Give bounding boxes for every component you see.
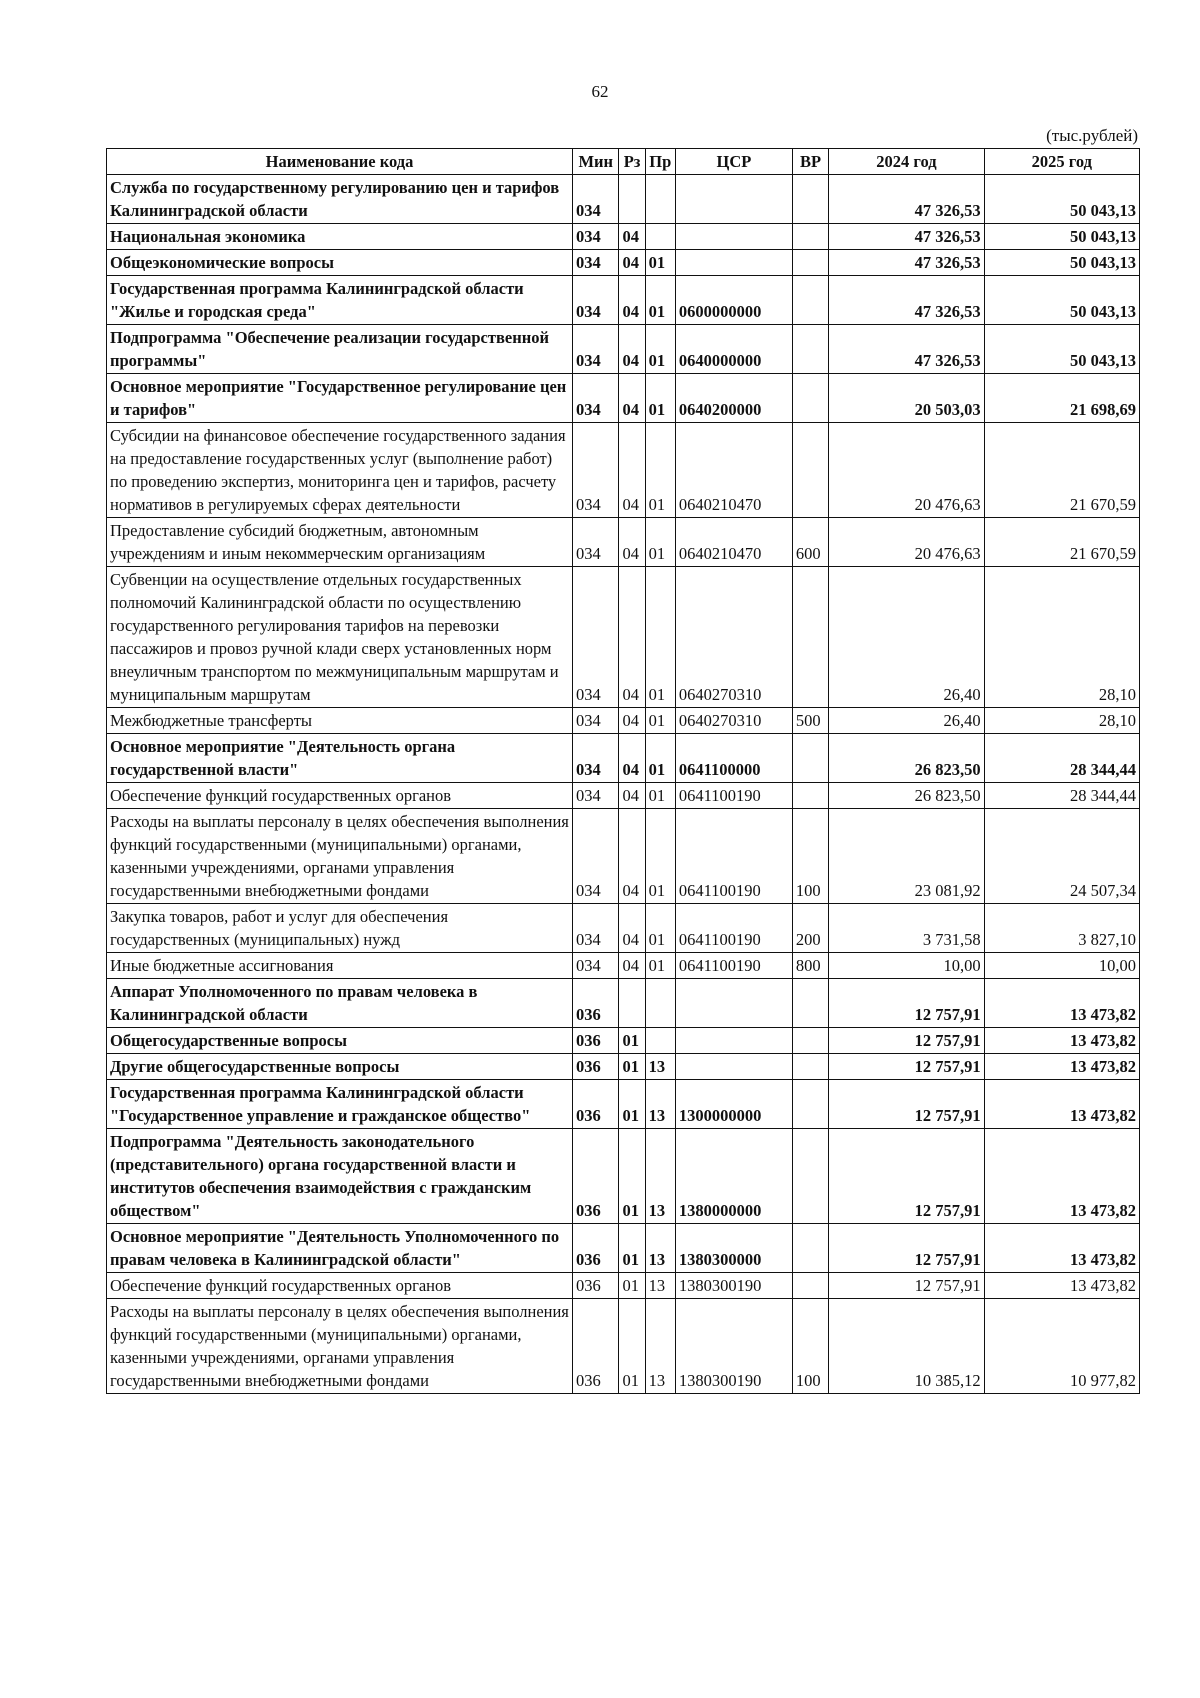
- row-2025: 21 670,59: [984, 518, 1139, 567]
- row-vr: [792, 1129, 828, 1224]
- row-name: Государственная программа Калининградской области "Жилье и городская среда": [107, 276, 573, 325]
- row-2024: 26,40: [829, 708, 984, 734]
- row-2025: 21 698,69: [984, 374, 1139, 423]
- header-name: Наименование кода: [107, 149, 573, 175]
- row-name: Обеспечение функций государственных органов: [107, 783, 573, 809]
- row-pr: [645, 1028, 675, 1054]
- row-rz: 04: [619, 708, 645, 734]
- row-2025: 3 827,10: [984, 904, 1139, 953]
- row-name: Основное мероприятие "Государственное регулирование цен и тарифов": [107, 374, 573, 423]
- units-label: (тыс.рублей): [1046, 126, 1138, 145]
- row-vr: [792, 567, 828, 708]
- row-rz: 04: [619, 224, 645, 250]
- row-pr: 01: [645, 953, 675, 979]
- row-vr: [792, 1273, 828, 1299]
- row-rz: 04: [619, 374, 645, 423]
- header-2025: 2025 год: [984, 149, 1139, 175]
- table-row: [107, 1080, 1140, 1129]
- row-rz: 04: [619, 567, 645, 708]
- row-csr: 0641100000: [675, 734, 792, 783]
- row-rz: 04: [619, 904, 645, 953]
- row-min: 036: [573, 979, 619, 1028]
- row-rz: 01: [619, 1224, 645, 1273]
- row-vr: 200: [792, 904, 828, 953]
- row-name: Расходы на выплаты персоналу в целях обеспечения выполнения функций государственными (муниципальными) органами, казенными учреждениями, органами управления государственными внебюджетными фондами: [107, 809, 573, 904]
- row-pr: 13: [645, 1224, 675, 1273]
- page-number: 62: [591, 82, 609, 101]
- row-pr: 01: [645, 734, 675, 783]
- row-rz: 04: [619, 276, 645, 325]
- row-csr: [675, 979, 792, 1028]
- row-pr: [645, 224, 675, 250]
- row-pr: 01: [645, 325, 675, 374]
- table-row: [107, 1224, 1140, 1273]
- row-rz: 04: [619, 734, 645, 783]
- row-pr: 01: [645, 374, 675, 423]
- row-vr: [792, 325, 828, 374]
- row-pr: 01: [645, 250, 675, 276]
- row-csr: 1380300000: [675, 1224, 792, 1273]
- row-min: 036: [573, 1299, 619, 1394]
- row-2024: 47 326,53: [829, 325, 984, 374]
- row-2024: 12 757,91: [829, 1129, 984, 1224]
- row-min: 034: [573, 809, 619, 904]
- row-min: 034: [573, 250, 619, 276]
- row-2025: 50 043,13: [984, 276, 1139, 325]
- row-vr: [792, 1028, 828, 1054]
- row-min: 034: [573, 518, 619, 567]
- row-csr: [675, 1054, 792, 1080]
- row-name: Закупка товаров, работ и услуг для обеспечения государственных (муниципальных) нужд: [107, 904, 573, 953]
- table-row: [107, 904, 1140, 953]
- row-min: 034: [573, 423, 619, 518]
- table-row: [107, 979, 1140, 1028]
- row-vr: 500: [792, 708, 828, 734]
- row-2024: 20 503,03: [829, 374, 984, 423]
- row-pr: 13: [645, 1273, 675, 1299]
- header-min: Мин: [573, 149, 619, 175]
- row-min: 036: [573, 1224, 619, 1273]
- row-name: Обеспечение функций государственных органов: [107, 1273, 573, 1299]
- row-vr: 600: [792, 518, 828, 567]
- row-rz: [619, 979, 645, 1028]
- row-pr: 13: [645, 1080, 675, 1129]
- row-min: 034: [573, 783, 619, 809]
- row-name: Другие общегосударственные вопросы: [107, 1054, 573, 1080]
- table-row: [107, 809, 1140, 904]
- row-rz: 01: [619, 1054, 645, 1080]
- row-2024: 47 326,53: [829, 175, 984, 224]
- row-name: Подпрограмма "Обеспечение реализации государственной программы": [107, 325, 573, 374]
- row-name: Предоставление субсидий бюджетным, автономным учреждениям и иным некоммерческим организациям: [107, 518, 573, 567]
- row-2024: 26 823,50: [829, 734, 984, 783]
- row-pr: [645, 979, 675, 1028]
- row-vr: [792, 276, 828, 325]
- row-2024: 47 326,53: [829, 276, 984, 325]
- row-2024: 12 757,91: [829, 1054, 984, 1080]
- row-2025: 10 977,82: [984, 1299, 1139, 1394]
- row-pr: 13: [645, 1129, 675, 1224]
- row-vr: [792, 1054, 828, 1080]
- row-rz: 04: [619, 423, 645, 518]
- row-rz: [619, 175, 645, 224]
- table-row: [107, 374, 1140, 423]
- row-rz: 04: [619, 783, 645, 809]
- row-name: Общегосударственные вопросы: [107, 1028, 573, 1054]
- row-pr: 01: [645, 423, 675, 518]
- row-name: Основное мероприятие "Деятельность органа государственной власти": [107, 734, 573, 783]
- row-min: 034: [573, 374, 619, 423]
- table-row: [107, 1273, 1140, 1299]
- row-2024: 3 731,58: [829, 904, 984, 953]
- table-row: [107, 953, 1140, 979]
- row-csr: 0640270310: [675, 567, 792, 708]
- row-vr: [792, 374, 828, 423]
- row-name: Межбюджетные трансферты: [107, 708, 573, 734]
- row-pr: 01: [645, 708, 675, 734]
- row-2025: 13 473,82: [984, 1028, 1139, 1054]
- row-pr: 13: [645, 1299, 675, 1394]
- row-csr: 0640270310: [675, 708, 792, 734]
- row-name: Иные бюджетные ассигнования: [107, 953, 573, 979]
- row-2024: 12 757,91: [829, 1224, 984, 1273]
- row-rz: 01: [619, 1273, 645, 1299]
- row-name: Расходы на выплаты персоналу в целях обеспечения выполнения функций государственными (муниципальными) органами, казенными учреждениями, органами управления государственными внебюджетными фондами: [107, 1299, 573, 1394]
- row-csr: 1380300190: [675, 1273, 792, 1299]
- row-csr: [675, 1028, 792, 1054]
- row-pr: [645, 175, 675, 224]
- row-2025: 13 473,82: [984, 1224, 1139, 1273]
- row-name: Основное мероприятие "Деятельность Уполномоченного по правам человека в Калининградской области": [107, 1224, 573, 1273]
- row-2025: 13 473,82: [984, 979, 1139, 1028]
- row-name: Аппарат Уполномоченного по правам человека в Калининградской области: [107, 979, 573, 1028]
- table-row: [107, 175, 1140, 224]
- row-name: Субсидии на финансовое обеспечение государственного задания на предоставление государственных услуг (выполнение работ) по проведению экспертиз, мониторинга цен и тарифов, расчету нормативов в регулируемых сферах деятельности: [107, 423, 573, 518]
- row-min: 036: [573, 1273, 619, 1299]
- table-row: [107, 1299, 1140, 1394]
- table-row: [107, 1028, 1140, 1054]
- row-name: Национальная экономика: [107, 224, 573, 250]
- row-2024: 26,40: [829, 567, 984, 708]
- row-csr: 0600000000: [675, 276, 792, 325]
- row-vr: [792, 250, 828, 276]
- row-rz: 01: [619, 1080, 645, 1129]
- row-csr: 0641100190: [675, 809, 792, 904]
- row-rz: 01: [619, 1299, 645, 1394]
- row-2025: 50 043,13: [984, 250, 1139, 276]
- row-2024: 12 757,91: [829, 1273, 984, 1299]
- row-rz: 01: [619, 1028, 645, 1054]
- row-vr: [792, 175, 828, 224]
- table-row: [107, 1054, 1140, 1080]
- row-2025: 28,10: [984, 708, 1139, 734]
- row-2025: 10,00: [984, 953, 1139, 979]
- row-2025: 13 473,82: [984, 1273, 1139, 1299]
- row-2024: 23 081,92: [829, 809, 984, 904]
- row-2024: 47 326,53: [829, 224, 984, 250]
- table-row: [107, 567, 1140, 708]
- header-vr: ВР: [792, 149, 828, 175]
- row-csr: 0640000000: [675, 325, 792, 374]
- row-vr: [792, 734, 828, 783]
- row-rz: 04: [619, 809, 645, 904]
- row-name: Субвенции на осуществление отдельных государственных полномочий Калининградской области по осуществлению государственного регулирования тарифов на перевозки пассажиров и провоз ручной клади сверх установленных норм внеуличным транспортом по межмуниципальным маршрутам и муниципальным маршрутам: [107, 567, 573, 708]
- row-pr: 01: [645, 518, 675, 567]
- row-csr: 0641100190: [675, 904, 792, 953]
- row-2024: 47 326,53: [829, 250, 984, 276]
- row-rz: 04: [619, 250, 645, 276]
- row-2025: 50 043,13: [984, 325, 1139, 374]
- row-min: 034: [573, 567, 619, 708]
- row-csr: 1380300190: [675, 1299, 792, 1394]
- row-2025: 28 344,44: [984, 783, 1139, 809]
- row-rz: 01: [619, 1129, 645, 1224]
- row-pr: 01: [645, 809, 675, 904]
- row-csr: 0640210470: [675, 518, 792, 567]
- row-name: Служба по государственному регулированию цен и тарифов Калининградской области: [107, 175, 573, 224]
- row-vr: [792, 1224, 828, 1273]
- row-pr: 13: [645, 1054, 675, 1080]
- row-min: 034: [573, 325, 619, 374]
- row-min: 034: [573, 953, 619, 979]
- table-row: [107, 325, 1140, 374]
- row-vr: 100: [792, 1299, 828, 1394]
- header-2024: 2024 год: [829, 149, 984, 175]
- row-csr: [675, 250, 792, 276]
- row-min: 036: [573, 1129, 619, 1224]
- row-2024: 20 476,63: [829, 518, 984, 567]
- budget-table: [106, 148, 1140, 1394]
- row-pr: 01: [645, 904, 675, 953]
- table-row: [107, 708, 1140, 734]
- row-pr: 01: [645, 783, 675, 809]
- row-min: 034: [573, 904, 619, 953]
- row-2025: 50 043,13: [984, 224, 1139, 250]
- row-min: 036: [573, 1054, 619, 1080]
- row-2025: 13 473,82: [984, 1129, 1139, 1224]
- row-csr: 1380000000: [675, 1129, 792, 1224]
- table-row: [107, 1129, 1140, 1224]
- table-row: [107, 250, 1140, 276]
- row-min: 034: [573, 276, 619, 325]
- row-name: Общеэкономические вопросы: [107, 250, 573, 276]
- table-row: [107, 734, 1140, 783]
- row-vr: 800: [792, 953, 828, 979]
- table-row: [107, 423, 1140, 518]
- row-2024: 12 757,91: [829, 1080, 984, 1129]
- row-rz: 04: [619, 325, 645, 374]
- row-2025: 28,10: [984, 567, 1139, 708]
- row-csr: 0641100190: [675, 783, 792, 809]
- row-csr: 0641100190: [675, 953, 792, 979]
- row-csr: 1300000000: [675, 1080, 792, 1129]
- row-pr: 01: [645, 276, 675, 325]
- header-pr: Пр: [645, 149, 675, 175]
- table-row: [107, 518, 1140, 567]
- row-2024: 26 823,50: [829, 783, 984, 809]
- row-2024: 12 757,91: [829, 1028, 984, 1054]
- row-min: 034: [573, 224, 619, 250]
- row-2025: 21 670,59: [984, 423, 1139, 518]
- row-pr: 01: [645, 567, 675, 708]
- row-2024: 10,00: [829, 953, 984, 979]
- row-name: Государственная программа Калининградской области "Государственное управление и гражданское общество": [107, 1080, 573, 1129]
- row-vr: 100: [792, 809, 828, 904]
- row-csr: [675, 175, 792, 224]
- header-rz: Рз: [619, 149, 645, 175]
- row-2025: 13 473,82: [984, 1054, 1139, 1080]
- row-vr: [792, 979, 828, 1028]
- row-2024: 10 385,12: [829, 1299, 984, 1394]
- row-min: 036: [573, 1080, 619, 1129]
- row-2025: 50 043,13: [984, 175, 1139, 224]
- row-min: 034: [573, 734, 619, 783]
- row-2025: 24 507,34: [984, 809, 1139, 904]
- row-vr: [792, 423, 828, 518]
- header-csr: ЦСР: [675, 149, 792, 175]
- row-vr: [792, 1080, 828, 1129]
- row-2024: 12 757,91: [829, 979, 984, 1028]
- row-csr: [675, 224, 792, 250]
- row-2024: 20 476,63: [829, 423, 984, 518]
- row-2025: 28 344,44: [984, 734, 1139, 783]
- row-rz: 04: [619, 953, 645, 979]
- row-min: 034: [573, 708, 619, 734]
- row-csr: 0640210470: [675, 423, 792, 518]
- row-csr: 0640200000: [675, 374, 792, 423]
- row-vr: [792, 783, 828, 809]
- table-row: [107, 224, 1140, 250]
- row-2025: 13 473,82: [984, 1080, 1139, 1129]
- row-min: 034: [573, 175, 619, 224]
- table-row: [107, 276, 1140, 325]
- table-row: [107, 783, 1140, 809]
- row-min: 036: [573, 1028, 619, 1054]
- row-rz: 04: [619, 518, 645, 567]
- row-name: Подпрограмма "Деятельность законодательного (представительного) органа государственной власти и институтов обеспечения взаимодействия с гражданским обществом": [107, 1129, 573, 1224]
- table-header-row: [107, 149, 1140, 175]
- row-vr: [792, 224, 828, 250]
